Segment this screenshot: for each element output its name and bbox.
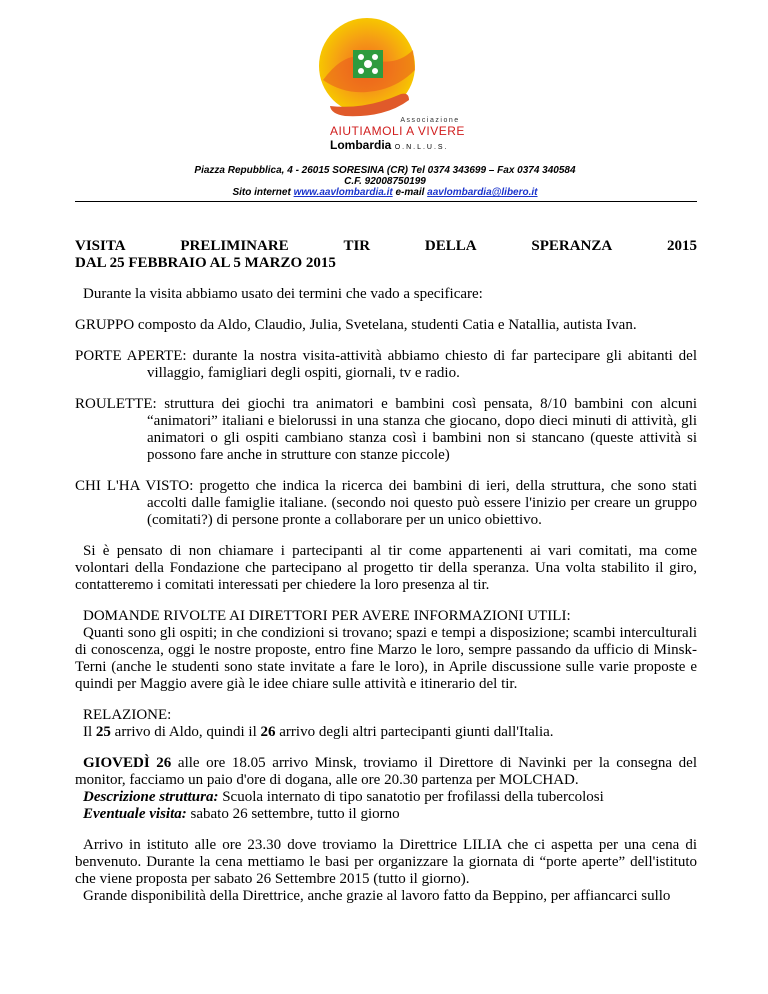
website-link[interactable]: www.aavlombardia.it bbox=[293, 187, 393, 198]
document-subtitle: DAL 25 FEBBRAIO AL 5 MARZO 2015 bbox=[75, 255, 336, 271]
descrizione-struttura: Descrizione struttura: Scuola internato di tipo sanatotio per frofilassi della tubercolosi bbox=[83, 789, 604, 805]
assoc-region: Lombardia O.N.L.U.S. bbox=[330, 138, 449, 152]
address-line: Piazza Repubblica, 4 - 26015 SORESINA (CR) Tel 0374 343699 – Fax 0374 340584 bbox=[194, 165, 576, 176]
domande-title: DOMANDE RIVOLTE AI DIRETTORI PER AVERE INFORMAZIONI UTILI: bbox=[83, 608, 571, 624]
relazione-title: RELAZIONE: bbox=[83, 707, 172, 723]
porte-aperte-paragraph: PORTE APERTE: durante la nostra visita-attività abbiamo chiesto di far partecipare gli abitanti del villaggio, famigliari degli ospiti, giornali, tv e radio. bbox=[75, 348, 697, 381]
document-title: VISITA PRELIMINARE TIR DELLA SPERANZA 2015 bbox=[75, 238, 697, 254]
pensato-paragraph: Si è pensato di non chiamare i partecipanti al tir come appartenenti ai vari comitati, ma come volontari della Fondazione che partecipano al progetto tir della speranza. Una volta stabilito il giro, contatteremo i comitati interessati per chiedere la loro presenza al tir. bbox=[75, 543, 697, 593]
giovedi-text: GIOVEDÌ 26 alle ore 18.05 arrivo Minsk, troviamo il Direttore di Navinki per la consegna del monitor, facciamo un paio d'ore di dogana, alle ore 20.30 partenza per MOLCHAD. bbox=[75, 755, 697, 788]
association-name bbox=[330, 117, 470, 152]
header-divider bbox=[75, 201, 697, 202]
association-logo bbox=[305, 10, 425, 130]
giovedi-section bbox=[75, 755, 697, 823]
assoc-name-line: AIUTIAMOLI A VIVERE bbox=[330, 124, 465, 138]
domande-body: Quanti sono gli ospiti; in che condizioni si trovano; spazi e tempi a disposizione; scambi interculturali di conoscenza, oggi le nostre proposte, entro fine Marzo le loro, sempre passando da ufficio di Minsk-Terni (anche le studenti sono state invitate a fare le loro), in Aprile discussione sulle varie proposte e quindi per Maggio avere già le idee chiare sulle attività e itinerario del tir. bbox=[75, 625, 697, 692]
letterhead-info bbox=[70, 165, 700, 198]
document-body bbox=[75, 238, 697, 919]
email-link[interactable]: aavlombardia@libero.it bbox=[427, 187, 538, 198]
tax-code: C.F. 92008750199 bbox=[344, 176, 426, 187]
domande-section bbox=[75, 608, 697, 693]
gruppo-paragraph: GRUPPO composto da Aldo, Claudio, Julia, Svetelana, studenti Catia e Natallia, autista Ivan. bbox=[75, 317, 637, 333]
arrivo-paragraph: Arrivo in istituto alle ore 23.30 dove troviamo la Direttrice LILIA che ci aspetta per una cena di benvenuto. Durante la cena mettiamo le basi per organizzare la giornata di “porte aperte” dell'istituto che viene proposta per sabato 26 Settembre 2015 (tutto il giorno). bbox=[75, 837, 697, 887]
eventuale-visita: Eventuale visita: sabato 26 settembre, tutto il giorno bbox=[83, 806, 400, 822]
relazione-section bbox=[75, 707, 697, 741]
intro-paragraph: Durante la visita abbiamo usato dei termini che vado a specificare: bbox=[83, 286, 483, 302]
chi-lha-visto-paragraph: CHI L'HA VISTO: progetto che indica la ricerca dei bambini di ieri, della struttura, che sono stati accolti dalle famiglie italiane. (secondo noi questo può essere l'inizio per creare un gruppo (comitati?) di persone pronte a collaborare per un unico obiettivo. bbox=[75, 478, 697, 528]
assoc-word: Associazione bbox=[400, 117, 460, 124]
arrivo-section bbox=[75, 837, 697, 905]
relazione-text: Il 25 arrivo di Aldo, quindi il 26 arrivo degli altri partecipanti giunti dall'Italia. bbox=[83, 724, 554, 740]
contacts-line: Sito internet www.aavlombardia.it e-mail aavlombardia@libero.it bbox=[232, 187, 538, 198]
grande-paragraph: Grande disponibilità della Direttrice, anche grazie al lavoro fatto da Beppino, per affiancarci sullo bbox=[83, 888, 671, 904]
roulette-paragraph: ROULETTE: struttura dei giochi tra animatori e bambini così pensata, 8/10 bambini con alcuni “animatori” italiani e bielorussi in una stanza che giocano, dopo dieci minuti di attività, gli animatori o gli ospiti cambiano stanza così i bambini non si stancano (queste attività si possono fare anche in strutture con stanze piccole) bbox=[75, 396, 697, 463]
